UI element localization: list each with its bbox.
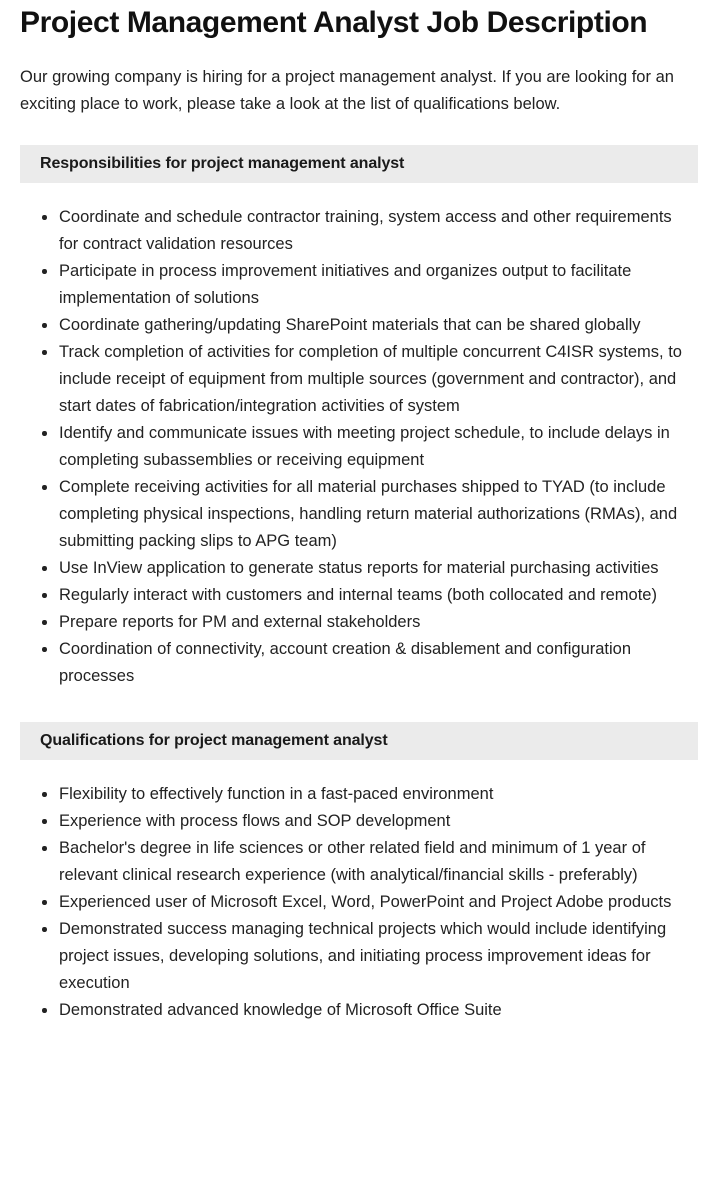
bullet-icon	[42, 1008, 47, 1013]
list-item-text: Use InView application to generate status reports for material purchasing activities	[59, 559, 659, 577]
list-item-text: Identify and communicate issues with meeting project schedule, to include delays in completing subassemblies or receiving equipment	[59, 424, 670, 469]
list-item	[0, 997, 700, 1024]
list-item	[0, 781, 700, 808]
list-item-text: Complete receiving activities for all material purchases shipped to TYAD (to include completing physical inspections, handling return material authorizations (RMAs), and submitting packing slips to APG team)	[59, 478, 678, 550]
bullet-icon	[42, 215, 47, 220]
bullet-icon	[42, 819, 47, 824]
section-heading-label: Qualifications for project management analyst	[40, 732, 388, 749]
bullet-icon	[42, 620, 47, 625]
list-item-text: Demonstrated advanced knowledge of Microsoft Office Suite	[59, 1001, 502, 1019]
bullet-icon	[42, 323, 47, 328]
list-item-text: Track completion of activities for completion of multiple concurrent C4ISR systems, to include receipt of equipment from multiple sources (government and contractor), and start dates of fabrication/integration activities of system	[59, 343, 682, 415]
list-item-text: Coordination of connectivity, account creation & disablement and configuration processes	[59, 640, 632, 685]
bullet-icon	[42, 900, 47, 905]
list-item-text: Participate in process improvement initiatives and organizes output to facilitate implementation of solutions	[59, 262, 632, 307]
list-item-text: Bachelor's degree in life sciences or other related field and minimum of 1 year of relevant clinical research experience (with analytical/financial skills - preferably)	[59, 839, 646, 884]
list-item-text: Flexibility to effectively function in a fast-paced environment	[59, 785, 494, 803]
list-item-text: Coordinate gathering/updating SharePoint materials that can be shared globally	[59, 316, 641, 334]
list-item	[0, 582, 700, 609]
bullet-icon	[42, 846, 47, 851]
list-item	[0, 916, 700, 997]
section-heading-label: Responsibilities for project management analyst	[40, 155, 405, 172]
bullet-icon	[42, 927, 47, 932]
bullet-icon	[42, 350, 47, 355]
responsibilities-list	[0, 183, 720, 690]
section-header-responsibilities	[20, 145, 698, 183]
list-item	[0, 808, 700, 835]
qualifications-list	[0, 760, 720, 1024]
list-item-text: Coordinate and schedule contractor training, system access and other requirements for contract validation resources	[59, 208, 672, 253]
list-item-text: Experience with process flows and SOP development	[59, 812, 451, 830]
list-item	[0, 339, 700, 420]
list-item	[0, 420, 700, 474]
section-responsibilities	[0, 145, 720, 690]
section-header-qualifications	[20, 722, 698, 760]
bullet-icon	[42, 792, 47, 797]
list-item	[0, 204, 700, 258]
list-item	[0, 312, 700, 339]
list-item-text: Demonstrated success managing technical projects which would include identifying project issues, developing solutions, and initiating process improvement ideas for execution	[59, 920, 667, 992]
list-item	[0, 258, 700, 312]
bullet-icon	[42, 647, 47, 652]
bullet-icon	[42, 269, 47, 274]
list-item	[0, 474, 700, 555]
intro-paragraph: Our growing company is hiring for a project management analyst. If you are looking for an exciting place to work, please take a look at the list of qualifications below.	[20, 68, 674, 113]
bullet-icon	[42, 431, 47, 436]
list-item-text: Regularly interact with customers and internal teams (both collocated and remote)	[59, 586, 657, 604]
bullet-icon	[42, 566, 47, 571]
page-title: Project Management Analyst Job Description	[20, 6, 648, 39]
list-item	[0, 636, 700, 690]
bullet-icon	[42, 593, 47, 598]
list-item-text: Prepare reports for PM and external stakeholders	[59, 613, 421, 631]
bullet-icon	[42, 485, 47, 490]
list-item	[0, 889, 700, 916]
list-item	[0, 609, 700, 636]
section-qualifications	[0, 722, 720, 1024]
list-item	[0, 555, 700, 582]
page-bottom-spacer	[0, 1024, 720, 1054]
list-item	[0, 835, 700, 889]
list-item-text: Experienced user of Microsoft Excel, Word, PowerPoint and Project Adobe products	[59, 893, 672, 911]
